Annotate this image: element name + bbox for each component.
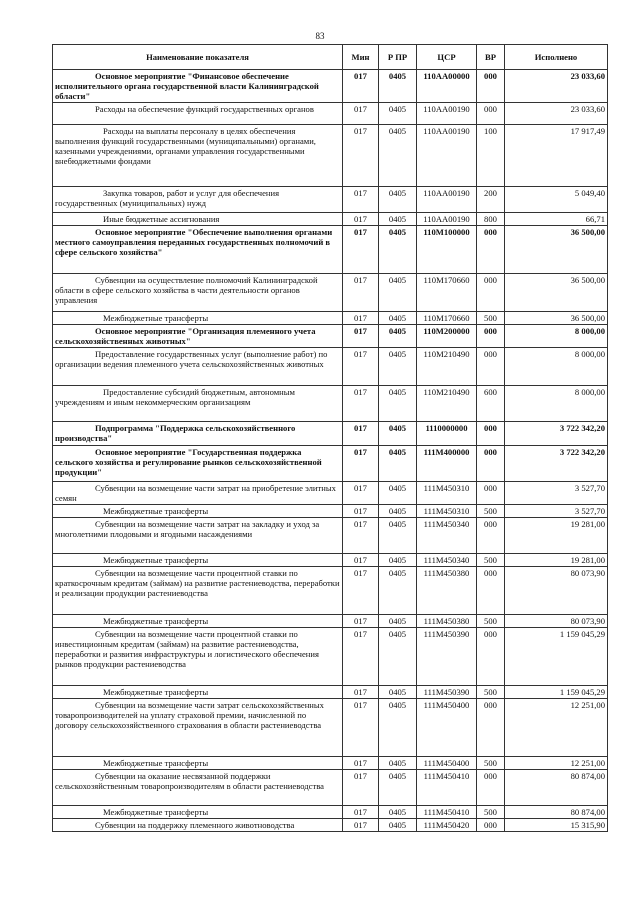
row-name [53, 686, 343, 699]
row-name [53, 325, 343, 348]
header-min: Мин [343, 45, 379, 70]
row-name [53, 505, 343, 518]
table-row [53, 505, 608, 518]
row-csr: 110М200000 [417, 325, 477, 348]
row-csr: 110АА00190 [417, 103, 477, 125]
row-min: 017 [343, 554, 379, 567]
row-name [53, 103, 343, 125]
row-rpr: 0405 [379, 628, 417, 686]
row-rpr: 0405 [379, 686, 417, 699]
row-vr: 600 [477, 386, 505, 422]
table-row [53, 446, 608, 482]
row-name-text: Предоставление государственных услуг (выполнение работ) по организации ведения племенного учета сельскохозяйственных животных [55, 349, 328, 369]
row-vr: 000 [477, 819, 505, 832]
row-vr: 500 [477, 757, 505, 770]
row-name-text: Межбюджетные трансферты [103, 687, 209, 697]
row-min: 017 [343, 770, 379, 806]
row-min: 017 [343, 686, 379, 699]
row-rpr: 0405 [379, 348, 417, 386]
row-name [53, 187, 343, 213]
row-name [53, 386, 343, 422]
row-name-text: Основное мероприятие "Обеспечение выполнения органами местного самоуправления переданных государственных полномочий в сфере сельского хозяйства" [55, 227, 333, 257]
row-name [53, 628, 343, 686]
row-amount: 80 874,00 [505, 770, 608, 806]
row-name-text: Межбюджетные трансферты [103, 807, 209, 817]
row-name-text: Расходы на выплаты персоналу в целях обеспечения выполнения функций государственными (муниципальными) органами, казенными учреждениями, органами управления государственными внебюджетными фондами [55, 126, 316, 166]
row-rpr: 0405 [379, 518, 417, 554]
table-row [53, 686, 608, 699]
row-amount: 12 251,00 [505, 757, 608, 770]
row-min: 017 [343, 386, 379, 422]
row-csr: 111М450410 [417, 770, 477, 806]
row-amount: 23 033,60 [505, 70, 608, 103]
row-rpr: 0405 [379, 446, 417, 482]
table-row [53, 312, 608, 325]
header-name: Наименование показателя [53, 45, 343, 70]
row-min: 017 [343, 422, 379, 446]
row-min: 017 [343, 325, 379, 348]
row-name-text: Расходы на обеспечение функций государственных органов [95, 104, 314, 114]
row-name [53, 312, 343, 325]
row-vr: 200 [477, 187, 505, 213]
row-amount: 1 159 045,29 [505, 628, 608, 686]
table-row [53, 422, 608, 446]
row-amount: 36 500,00 [505, 274, 608, 312]
row-min: 017 [343, 213, 379, 226]
row-name-text: Субвенции на осуществление полномочий Калининградской области в сфере сельского хозяйства в части деятельности органов управления [55, 275, 318, 305]
row-csr: 111М450340 [417, 518, 477, 554]
row-csr: 111М450400 [417, 757, 477, 770]
row-name-text: Субвенции на возмещение части процентной ставки по инвестиционным кредитам (займам) на развитие растениеводства, переработки и развития инфраструктуры и логистического обеспечения рынков продукции растениеводства [55, 629, 319, 669]
table-row [53, 187, 608, 213]
row-rpr: 0405 [379, 505, 417, 518]
row-name [53, 615, 343, 628]
row-csr: 111М450380 [417, 567, 477, 615]
row-vr: 000 [477, 274, 505, 312]
table-header-row [53, 45, 608, 70]
row-csr: 1110000000 [417, 422, 477, 446]
row-amount: 15 315,90 [505, 819, 608, 832]
row-min: 017 [343, 103, 379, 125]
row-vr: 100 [477, 125, 505, 187]
header-csr: ЦСР [417, 45, 477, 70]
row-min: 017 [343, 628, 379, 686]
row-csr: 110АА00190 [417, 213, 477, 226]
row-vr: 000 [477, 70, 505, 103]
row-min: 017 [343, 70, 379, 103]
table-row [53, 482, 608, 505]
row-name-text: Субвенции на возмещение части затрат сельскохозяйственных товаропроизводителей на уплату страховой премии, начисленной по договору сельскохозяйственного страхования в области растениеводства [55, 700, 324, 730]
row-amount: 1 159 045,29 [505, 686, 608, 699]
row-amount: 36 500,00 [505, 226, 608, 274]
row-name-text: Закупка товаров, работ и услуг для обеспечения государственных (муниципальных) нужд [55, 188, 280, 208]
row-csr: 111М450380 [417, 615, 477, 628]
header-rpr: Р ПР [379, 45, 417, 70]
table-row [53, 567, 608, 615]
row-name-text: Основное мероприятие "Государственная поддержка сельского хозяйства и регулирование рынков сельскохозяйственной продукции" [55, 447, 322, 477]
row-name [53, 757, 343, 770]
row-amount: 3 527,70 [505, 482, 608, 505]
row-csr: 111М450340 [417, 554, 477, 567]
row-vr: 000 [477, 348, 505, 386]
row-vr: 000 [477, 628, 505, 686]
table-row [53, 386, 608, 422]
row-vr: 500 [477, 554, 505, 567]
row-amount: 36 500,00 [505, 312, 608, 325]
row-rpr: 0405 [379, 274, 417, 312]
row-name [53, 699, 343, 757]
table-row [53, 554, 608, 567]
table-row [53, 325, 608, 348]
table-row [53, 70, 608, 103]
row-vr: 000 [477, 699, 505, 757]
row-rpr: 0405 [379, 187, 417, 213]
row-vr: 800 [477, 213, 505, 226]
row-csr: 110АА00190 [417, 187, 477, 213]
row-amount: 5 049,40 [505, 187, 608, 213]
row-name [53, 806, 343, 819]
row-amount: 8 000,00 [505, 348, 608, 386]
header-vr: ВР [477, 45, 505, 70]
row-rpr: 0405 [379, 103, 417, 125]
row-name [53, 482, 343, 505]
row-name-text: Субвенции на оказание несвязанной поддержки сельскохозяйственным товаропроизводителям в области растениеводства [55, 771, 324, 791]
row-rpr: 0405 [379, 699, 417, 757]
row-amount: 8 000,00 [505, 386, 608, 422]
row-min: 017 [343, 348, 379, 386]
row-min: 017 [343, 518, 379, 554]
row-name [53, 70, 343, 103]
row-vr: 000 [477, 422, 505, 446]
row-csr: 111М400000 [417, 446, 477, 482]
table-row [53, 226, 608, 274]
table-row [53, 348, 608, 386]
row-amount: 66,71 [505, 213, 608, 226]
row-name [53, 274, 343, 312]
table-row [53, 518, 608, 554]
row-vr: 000 [477, 446, 505, 482]
row-csr: 110М170660 [417, 312, 477, 325]
table-row [53, 628, 608, 686]
row-amount: 17 917,49 [505, 125, 608, 187]
row-csr: 111М450420 [417, 819, 477, 832]
row-vr: 000 [477, 518, 505, 554]
table-row [53, 213, 608, 226]
row-csr: 111М450310 [417, 505, 477, 518]
table-row [53, 819, 608, 832]
row-name-text: Межбюджетные трансферты [103, 313, 209, 323]
row-rpr: 0405 [379, 325, 417, 348]
row-name [53, 518, 343, 554]
row-min: 017 [343, 615, 379, 628]
row-csr: 111М450310 [417, 482, 477, 505]
row-name [53, 226, 343, 274]
row-amount: 23 033,60 [505, 103, 608, 125]
row-csr: 110АА00000 [417, 70, 477, 103]
page-number: 83 [315, 31, 325, 41]
row-amount: 80 874,00 [505, 806, 608, 819]
row-amount: 3 527,70 [505, 505, 608, 518]
row-vr: 000 [477, 226, 505, 274]
row-name-text: Основное мероприятие "Финансовое обеспечение исполнительного органа государственной власти Калининградской области" [55, 71, 319, 101]
row-vr: 500 [477, 505, 505, 518]
row-csr: 111М450410 [417, 806, 477, 819]
row-min: 017 [343, 567, 379, 615]
row-min: 017 [343, 482, 379, 505]
row-rpr: 0405 [379, 567, 417, 615]
row-csr: 111М450390 [417, 628, 477, 686]
table-row [53, 615, 608, 628]
budget-table [52, 44, 608, 832]
row-rpr: 0405 [379, 226, 417, 274]
row-amount: 80 073,90 [505, 567, 608, 615]
row-name [53, 554, 343, 567]
row-name [53, 125, 343, 187]
row-name [53, 213, 343, 226]
row-vr: 000 [477, 325, 505, 348]
row-rpr: 0405 [379, 615, 417, 628]
row-amount: 3 722 342,20 [505, 422, 608, 446]
row-name-text: Иные бюджетные ассигнования [103, 214, 220, 224]
row-csr: 111М450400 [417, 699, 477, 757]
row-csr: 110М210490 [417, 386, 477, 422]
row-min: 017 [343, 505, 379, 518]
row-name-text: Субвенции на возмещение части затрат на приобретение элитных семян [55, 483, 336, 503]
row-name-text: Межбюджетные трансферты [103, 555, 209, 565]
table-row [53, 274, 608, 312]
row-vr: 000 [477, 482, 505, 505]
table-row [53, 103, 608, 125]
row-vr: 000 [477, 770, 505, 806]
table-body [53, 70, 608, 832]
table-row [53, 757, 608, 770]
row-vr: 000 [477, 567, 505, 615]
row-amount: 19 281,00 [505, 554, 608, 567]
row-rpr: 0405 [379, 757, 417, 770]
row-min: 017 [343, 806, 379, 819]
row-min: 017 [343, 312, 379, 325]
header-amount: Исполнено [505, 45, 608, 70]
row-min: 017 [343, 125, 379, 187]
table-row [53, 699, 608, 757]
row-rpr: 0405 [379, 213, 417, 226]
row-rpr: 0405 [379, 70, 417, 103]
row-csr: 110М210490 [417, 348, 477, 386]
row-rpr: 0405 [379, 819, 417, 832]
row-rpr: 0405 [379, 770, 417, 806]
row-csr: 110М170660 [417, 274, 477, 312]
row-vr: 500 [477, 686, 505, 699]
row-min: 017 [343, 699, 379, 757]
row-name [53, 348, 343, 386]
row-name [53, 446, 343, 482]
row-min: 017 [343, 274, 379, 312]
row-vr: 500 [477, 806, 505, 819]
row-vr: 000 [477, 103, 505, 125]
row-name [53, 567, 343, 615]
row-rpr: 0405 [379, 312, 417, 325]
row-min: 017 [343, 446, 379, 482]
row-name [53, 819, 343, 832]
row-name-text: Межбюджетные трансферты [103, 616, 209, 626]
row-min: 017 [343, 187, 379, 213]
row-vr: 500 [477, 615, 505, 628]
table-row [53, 806, 608, 819]
row-name-text: Субвенции на возмещение части процентной ставки по краткосрочным кредитам (займам) на развитие растениеводства, переработки и реализации продукции растениеводства [55, 568, 340, 598]
row-amount: 3 722 342,20 [505, 446, 608, 482]
row-csr: 110АА00190 [417, 125, 477, 187]
row-amount: 8 000,00 [505, 325, 608, 348]
row-amount: 80 073,90 [505, 615, 608, 628]
row-name-text: Субвенции на поддержку племенного животноводства [95, 820, 295, 830]
row-csr: 110М100000 [417, 226, 477, 274]
row-rpr: 0405 [379, 386, 417, 422]
row-amount: 12 251,00 [505, 699, 608, 757]
row-rpr: 0405 [379, 422, 417, 446]
row-rpr: 0405 [379, 806, 417, 819]
row-name-text: Основное мероприятие "Организация племенного учета сельскохозяйственных животных" [55, 326, 316, 346]
table-row [53, 770, 608, 806]
row-name-text: Межбюджетные трансферты [103, 506, 209, 516]
row-rpr: 0405 [379, 482, 417, 505]
table-row [53, 125, 608, 187]
row-vr: 500 [477, 312, 505, 325]
row-csr: 111М450390 [417, 686, 477, 699]
row-name-text: Субвенции на возмещение части затрат на закладку и уход за многолетними плодовыми и ягодными насаждениями [55, 519, 320, 539]
row-name [53, 422, 343, 446]
row-amount: 19 281,00 [505, 518, 608, 554]
row-name [53, 770, 343, 806]
row-rpr: 0405 [379, 125, 417, 187]
row-min: 017 [343, 819, 379, 832]
row-name-text: Предоставление субсидий бюджетным, автономным учреждениям и иным некоммерческим организациям [55, 387, 295, 407]
row-name-text: Подпрограмма "Поддержка сельскохозяйственного производства" [55, 423, 296, 443]
row-min: 017 [343, 757, 379, 770]
row-name-text: Межбюджетные трансферты [103, 758, 209, 768]
row-min: 017 [343, 226, 379, 274]
row-rpr: 0405 [379, 554, 417, 567]
